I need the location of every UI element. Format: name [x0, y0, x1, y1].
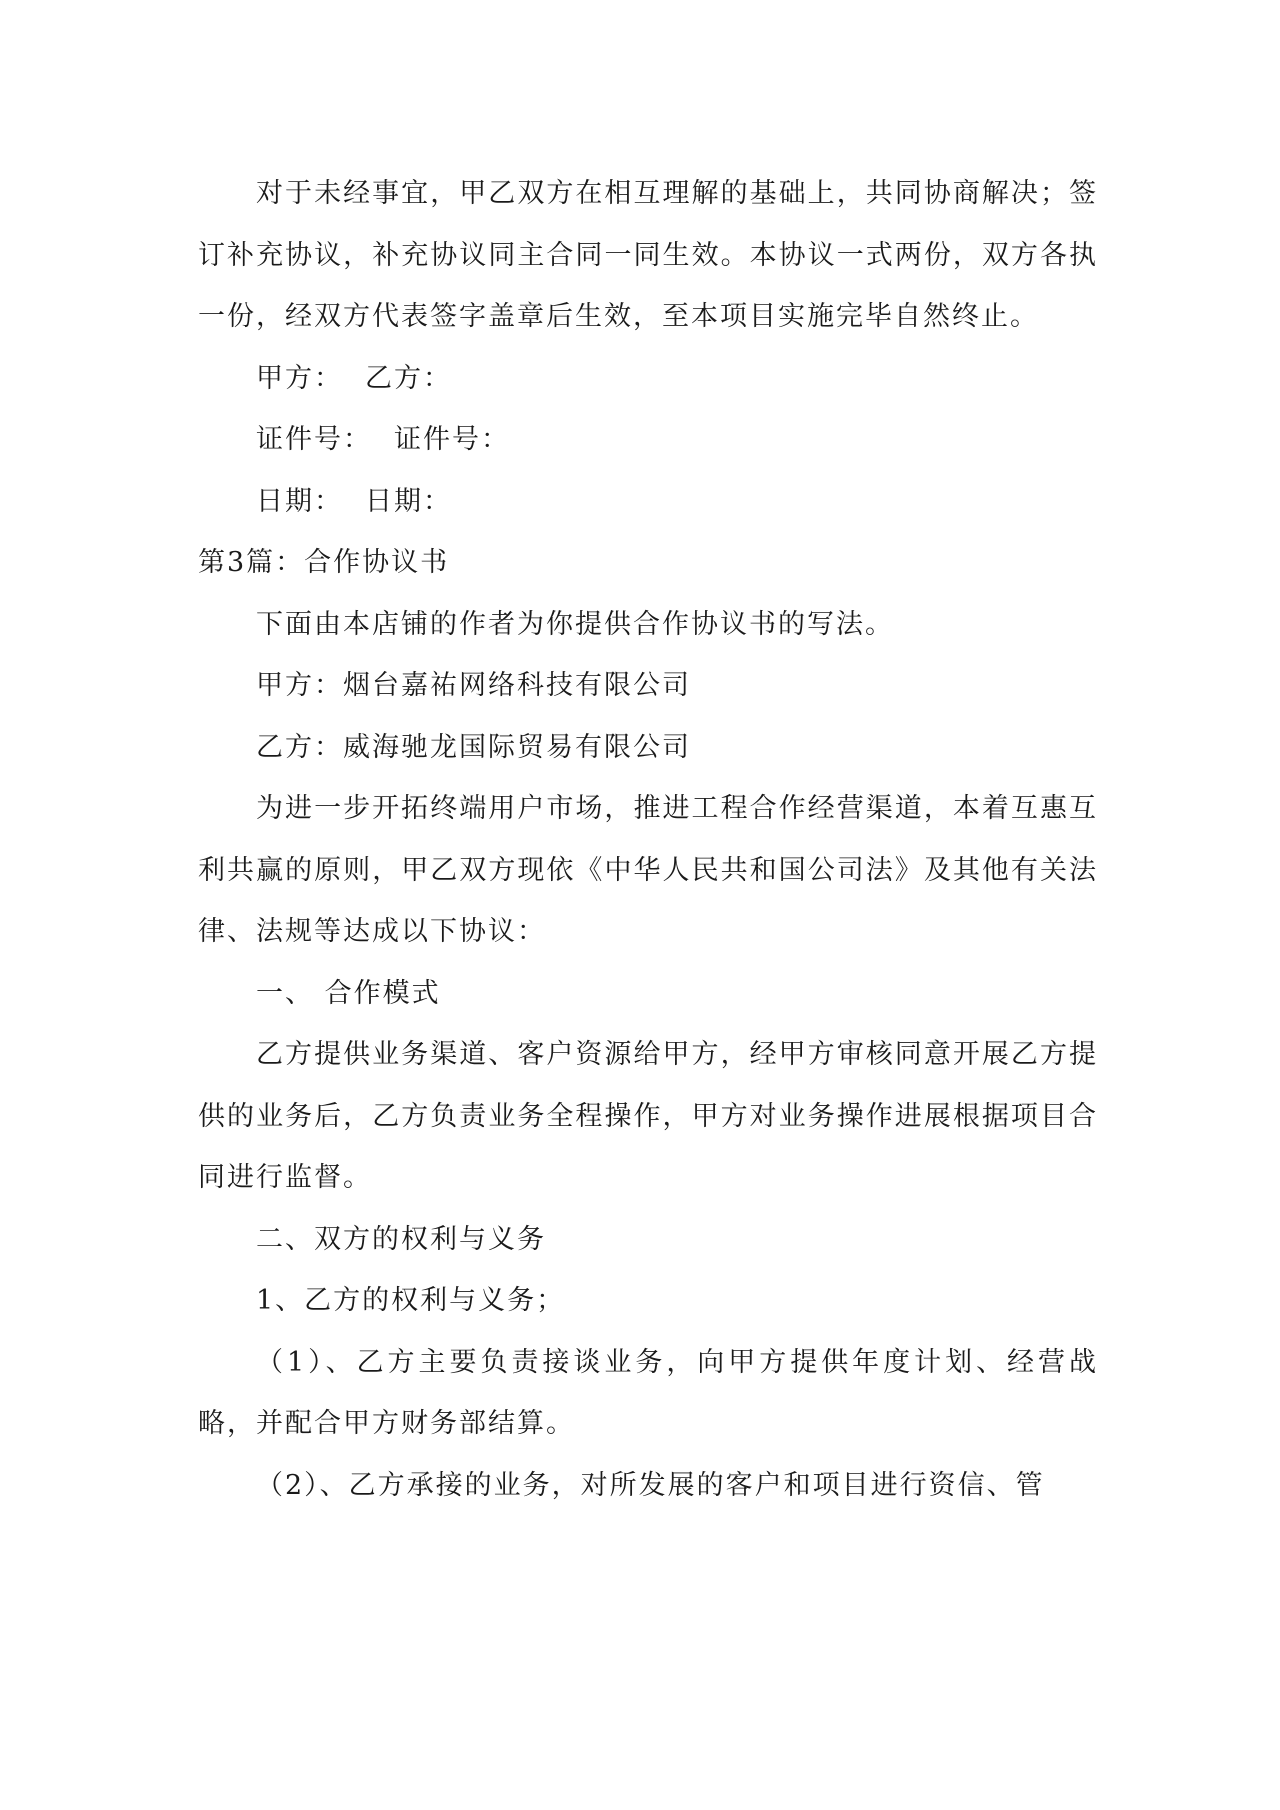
purpose-paragraph: 为进一步开拓终端用户市场，推进工程合作经营渠道，本着互惠互利共赢的原则，甲乙双方现依《中华人民共和国公司法》及其他有关法律、法规等达成以下协议：	[198, 793, 1098, 947]
cooperation-mode-paragraph: 乙方提供业务渠道、客户资源给甲方，经甲方审核同意开展乙方提供的业务后，乙方负责业务全程操作，甲方对业务操作进展根据项目合同进行监督。	[198, 1039, 1098, 1193]
id-number-line	[198, 409, 1098, 471]
party-a-id-label: 证件号：	[256, 424, 372, 455]
party-b-signature-label: 乙方：	[365, 362, 452, 394]
unresolved-matters-paragraph: 对于未经事宜，甲乙双方在相互理解的基础上，共同协商解决；签订补充协议，补充协议同主合同一同生效。本协议一式两份，双方各执一份，经双方代表签字盖章后生效，至本项目实施完毕自然终止。	[198, 178, 1098, 332]
sub-heading-party-b-rights: 1、乙方的权利与义务；	[256, 1285, 566, 1316]
party-a-signature-label: 甲方：	[256, 362, 343, 394]
party-a-line: 甲方：烟台嘉祐网络科技有限公司	[256, 670, 691, 701]
party-b-line: 乙方：威海驰龙国际贸易有限公司	[256, 731, 691, 763]
list-item: （2）、乙方承接的业务，对所发展的客户和项目进行资信、管	[256, 1469, 1045, 1501]
heading-rights-obligations: 二、双方的权利与义务	[256, 1223, 546, 1255]
signature-line	[198, 348, 1098, 410]
heading-cooperation-mode: 一、 合作模式	[256, 977, 441, 1009]
intro-paragraph: 下面由本店铺的作者为你提供合作协议书的写法。	[256, 608, 894, 640]
party-b-date-label: 日期：	[365, 485, 452, 517]
party-b-id-label: 证件号：	[394, 424, 510, 455]
document-body	[198, 163, 1098, 1516]
list-item: （1）、乙方主要负责接谈业务，向甲方提供年度计划、经营战略，并配合甲方财务部结算。	[198, 1346, 1098, 1439]
party-a-date-label: 日期：	[256, 485, 343, 517]
section-heading: 第3篇：合作协议书	[198, 547, 450, 578]
date-line	[198, 471, 1098, 533]
